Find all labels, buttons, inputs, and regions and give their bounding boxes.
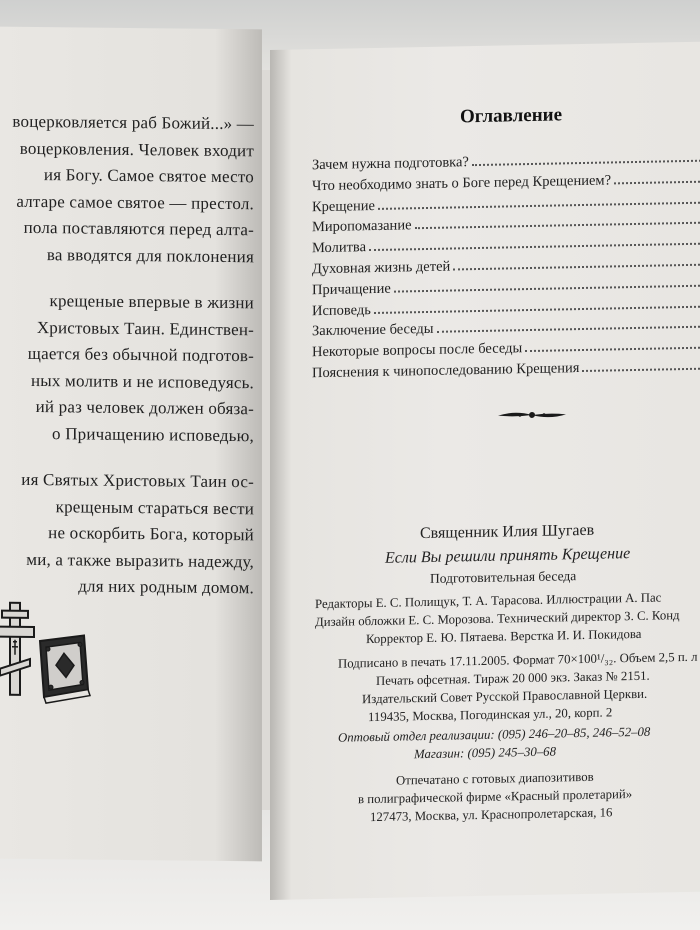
imprint-publisher: Издательский Совет Русской Православной Церкви. xyxy=(362,686,648,707)
imprint-proofreader: Корректор Е. Ю. Пятаева. Верстка И. И. Покидова xyxy=(366,626,642,647)
imprint-wholesale: Оптовый отдел реализации: (095) 246–20–85, 246–52–08 xyxy=(338,724,651,745)
toc-leader xyxy=(453,263,700,270)
text-line: щается без обычной подготов- xyxy=(27,343,254,366)
text-line: ми, а также выразить надежду, xyxy=(26,549,254,571)
imprint-editors: Редакторы Е. С. Полищук, Т. А. Тарасова. Иллюстрации А. Пас xyxy=(315,590,662,612)
toc-item-label: Крещение xyxy=(312,197,375,215)
text-line: воцерковления. Человек входит xyxy=(19,138,254,160)
text-line: ия Святых Христовых Таин ос- xyxy=(21,469,254,492)
imprint-shop: Магазин: (095) 245–30–68 xyxy=(414,744,556,762)
text-line: пола поставляются перед алта- xyxy=(23,217,254,240)
book-title: Если Вы решили принять Крещение xyxy=(385,545,631,567)
toc-item-label: Зачем нужна подготовка? xyxy=(312,154,469,174)
imprint-block xyxy=(270,520,700,825)
text-line: воцерковляется раб Божий...» — xyxy=(12,111,254,134)
text-line: алтаре самое святое — престол. xyxy=(16,191,254,213)
imprint-address: 119435, Москва, Погодинская ул., 20, корп. 2 xyxy=(368,705,613,725)
text-line: ий раз человек должен обяза- xyxy=(35,397,254,419)
text-line: о Причащению исповедью, xyxy=(52,423,254,445)
toc-item-label: Молитва xyxy=(312,239,367,257)
toc-item-label: Исповедь xyxy=(312,301,371,319)
toc-leader xyxy=(437,326,700,334)
table-of-contents xyxy=(312,147,700,384)
text-line: для них родным домом. xyxy=(78,576,254,598)
divider-ornament xyxy=(498,406,566,423)
text-line: не оскорбить Бога, который xyxy=(48,523,254,545)
imprint-printed-line2: в полиграфической фирме «Красный пролетарий» xyxy=(358,787,633,807)
toc-leader xyxy=(369,242,700,251)
left-page xyxy=(0,27,262,862)
imprint-printed-line3: 127473, Москва, ул. Краснопролетарская, 16 xyxy=(370,805,613,825)
gospel-book-icon xyxy=(40,635,90,704)
toc-leader xyxy=(415,222,700,230)
toc-leader xyxy=(378,201,700,210)
toc-item-label: Пояснения к чинопоследованию Крещения xyxy=(312,360,580,382)
text-line: ва вводятся для поклонения xyxy=(46,244,254,266)
book-subtitle: Подготовительная беседа xyxy=(430,568,577,586)
toc-item-label: Некоторые вопросы после беседы xyxy=(312,340,523,361)
text-line: ных молитв и не исповедуясь. xyxy=(30,370,254,392)
toc-item-label: Что необходимо знать о Боге перед Крещением? xyxy=(312,172,612,194)
toc-leader xyxy=(374,305,700,314)
cross-and-gospel-illustration xyxy=(0,597,116,708)
toc-leader xyxy=(394,284,700,292)
toc-item-label: Духовная жизнь детей xyxy=(312,258,451,278)
toc-item-label: Причащение xyxy=(312,280,391,298)
toc-leader xyxy=(582,367,700,372)
toc-item-label: Миропомазание xyxy=(312,217,412,236)
text-line: ия Богу. Самое святое место xyxy=(43,165,254,187)
author-name: Священник Илия Шугаев xyxy=(420,521,595,543)
right-page xyxy=(270,42,700,900)
text-line: Христовых Таин. Единствен- xyxy=(36,317,254,339)
toc-leader xyxy=(614,180,700,184)
toc-item-label: Заключение беседы xyxy=(312,321,434,340)
imprint-print: Печать офсетная. Тираж 20 000 экз. Заказ № 2151. xyxy=(376,668,650,688)
toc-leader xyxy=(525,346,700,352)
imprint-printed-line1: Отпечатано с готовых диапозитивов xyxy=(396,769,594,788)
toc-leader xyxy=(472,159,700,166)
text-line: крещеным стараться вести xyxy=(55,496,254,518)
imprint-cover-design: Дизайн обложки Е. С. Морозова. Технический директор З. С. Конд xyxy=(315,608,680,630)
imprint-signed: Подписано в печать 17.11.2005. Формат 70×100¹/₃₂. Объем 2,5 п. л xyxy=(338,649,698,671)
left-page-text xyxy=(0,109,254,602)
toc-title: Оглавление xyxy=(460,104,563,128)
text-line: крещеные впервые в жизни xyxy=(49,291,254,313)
orthodox-cross-icon xyxy=(0,603,34,695)
